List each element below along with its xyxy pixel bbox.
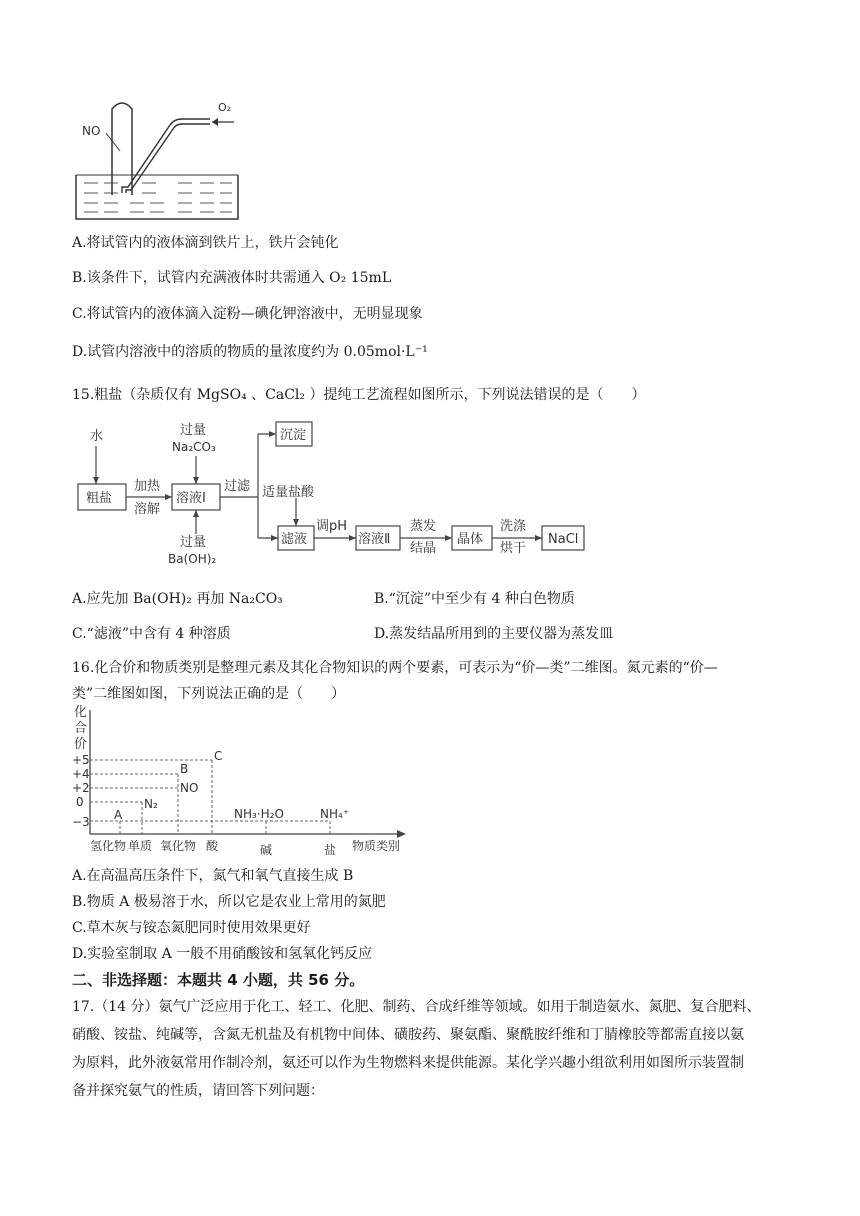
point-n2-label: N₂ [144, 797, 158, 811]
q16-option-b: B.物质 A 极易溶于水，所以它是农业上常用的氮肥 [72, 894, 386, 910]
point-base-label: NH₃·H₂O [234, 807, 284, 821]
q15-flow-diagram [72, 418, 602, 568]
point-a-label: A [114, 808, 123, 822]
q15-option-a: A.应先加 Ba(OH)₂ 再加 Na₂CO₃ [72, 591, 283, 607]
ytick-plus2: +2 [72, 781, 90, 795]
q15-option-b: B.“沉淀”中至少有 4 种白色物质 [374, 591, 575, 607]
xcat-salt: 盐 [324, 843, 337, 857]
flow-solution1: 溶液Ⅰ [176, 491, 206, 506]
flow-top-reagent: Na₂CO₃ [172, 440, 216, 454]
q14-option-a: A.将试管内的液体滴到铁片上，铁片会钝化 [72, 235, 339, 251]
flow-heat: 加热 [134, 479, 161, 494]
q14-apparatus-figure [70, 95, 260, 225]
q17-line-1: 17.（14 分）氨气广泛应用于化工、轻工、化肥、制药、合成纤维等领域。如用于制造氨水、氮肥、复合肥料、 [72, 999, 761, 1015]
ytick-minus3: −3 [72, 815, 90, 829]
q15-option-d: D.蒸发结晶所用到的主要仪器为蒸发皿 [374, 626, 614, 642]
xcat-acid: 酸 [206, 839, 219, 853]
chart-ylabel-3: 价 [74, 737, 88, 752]
ytick-zero: 0 [76, 795, 84, 809]
q14-option-d: D.试管内溶液中的溶质的物质的量浓度约为 0.05mol·L⁻¹ [72, 344, 428, 360]
flow-wash2: 烘干 [500, 541, 527, 556]
q14-option-b: B.该条件下，试管内充满液体时共需通入 O₂ 15mL [72, 270, 392, 286]
chart-ylabel-1: 化 [74, 705, 88, 720]
q17-line-2: 硝酸、铵盐、纯碱等，含氮无机盐及有机物中间体、磺胺药、聚氨酯、聚酰胺纤维和丁腈橡胶等都需直接以氨 [72, 1027, 744, 1043]
chart-ylabel-2: 合 [74, 721, 88, 736]
q16-option-d: D.实验室制取 A 一般不用硝酸铵和氢氧化钙反应 [72, 946, 373, 962]
point-b-label: B [180, 762, 189, 776]
flow-top-excess: 过量 [180, 423, 207, 438]
flow-bottom-reagent: Ba(OH)₂ [168, 552, 217, 566]
ytick-plus4: +4 [72, 767, 90, 781]
flow-adjust-ph: 调pH [316, 519, 348, 534]
q16-option-c: C.草木灰与铵态氮肥同时使用效果更好 [72, 920, 311, 936]
q16-valence-class-chart [68, 700, 418, 860]
flow-nacl: NaCl [548, 532, 579, 547]
xcat-base: 碱 [260, 843, 273, 857]
flow-water: 水 [90, 429, 104, 444]
q16-option-a: A.在高温高压条件下，氮气和氧气直接生成 B [72, 868, 354, 884]
xcat-oxide: 氧化物 [160, 839, 197, 853]
point-salt-label: NH₄⁺ [320, 807, 350, 821]
flow-wash1: 洗涤 [500, 519, 527, 534]
q16-stem-1: 16.化合价和物质类别是整理元素及其化合物知识的两个要素，可表示为“价—类”二维图。氮元素的“价— [72, 660, 718, 676]
flow-precipitate: 沉淀 [280, 428, 307, 443]
flow-crystal: 晶体 [457, 532, 484, 547]
q16-stem-2: 类”二维图如图，下列说法正确的是（ ） [72, 686, 346, 702]
flow-filtrate: 滤液 [281, 532, 308, 547]
section-2-heading: 二、非选择题：本题共 4 小题，共 56 分。 [72, 971, 365, 989]
xcat-hydride: 氢化物 [90, 839, 127, 853]
ytick-plus5: +5 [72, 753, 90, 767]
q17-line-3: 为原料，此外液氨常用作制冷剂，氨还可以作为生物燃料来提供能源。某化学兴趣小组欲利用如图所示装置制 [72, 1055, 744, 1071]
chart-xlabel: 物质类别 [352, 839, 401, 853]
point-no-label: NO [180, 781, 199, 795]
flow-dissolve: 溶解 [134, 502, 161, 517]
point-c-label: C [214, 749, 223, 763]
flow-solution2: 溶液Ⅱ [358, 532, 391, 547]
no-label: NO [82, 124, 101, 138]
q15-option-c: C.“滤液”中含有 4 种溶质 [72, 626, 231, 642]
xcat-element: 单质 [128, 839, 153, 853]
flow-bottom-excess: 过量 [180, 535, 207, 550]
flow-evap2: 结晶 [410, 541, 437, 556]
q17-line-4: 备并探究氨气的性质，请回答下列问题： [72, 1083, 324, 1099]
q14-option-c: C.将试管内的液体滴入淀粉—碘化钾溶液中，无明显现象 [72, 306, 423, 322]
flow-evap1: 蒸发 [410, 519, 437, 534]
flow-cusalt: 粗盐 [86, 491, 113, 506]
flow-hcl: 适量盐酸 [262, 485, 315, 500]
q15-stem: 15.粗盐（杂质仅有 MgSO₄ 、CaCl₂ ）提纯工艺流程如图所示，下列说法错误的是（ ） [72, 387, 646, 403]
flow-filter: 过滤 [224, 479, 251, 494]
o2-label: O₂ [218, 101, 232, 114]
